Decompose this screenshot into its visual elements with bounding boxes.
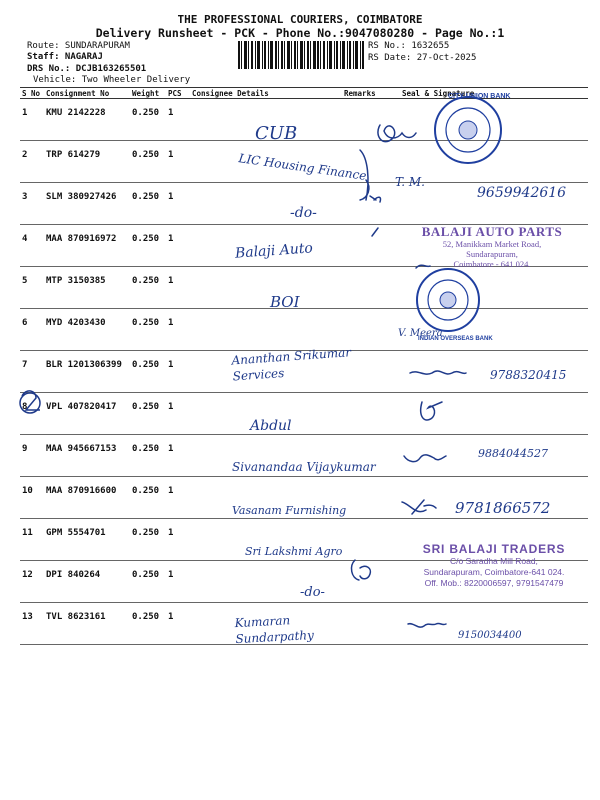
consignee-hw-7: Ananthan Srikumar Services [231, 345, 352, 384]
consignee-hw-3: -do- [290, 205, 317, 221]
balaji-auto-name: BALAJI AUTO PARTS [421, 224, 563, 239]
runsheet-subtitle: Delivery Runsheet - PCK - Phone No.:9047080280 - Page No.:1 [95, 26, 505, 40]
col-consignment: Consignment No [44, 88, 130, 99]
consignee-hw-13: Kumaran Sundarpathy [234, 613, 315, 647]
col-sno: S No [20, 88, 44, 99]
cell-consignment-text: GPM 5554701 [46, 528, 106, 538]
cell-sno-text: 5 [22, 276, 28, 286]
cell-consignment-text: DPI 840264 [46, 570, 101, 580]
cell-weight-text: 0.250 [132, 486, 160, 496]
balaji-traders-line1: C/o Saradha Mill Road, [450, 556, 538, 566]
rs-date: RS Date: 27-Oct-2025 [368, 53, 477, 63]
sign-name-3: T. M. [395, 175, 425, 189]
cell-sno-text: 6 [22, 318, 28, 328]
cell-sno-text: 1 [22, 108, 28, 118]
cell-weight-text: 0.250 [132, 444, 160, 454]
cell-weight-text: 0.250 [132, 192, 160, 202]
phone-10: 9781866572 [455, 499, 551, 517]
cub-stamp [435, 97, 501, 163]
cell-sno-text: 12 [22, 570, 33, 580]
staff-label: Staff: NAGARAJ [27, 52, 103, 62]
phone-9: 9884044527 [478, 447, 548, 460]
cell-sno-text: 13 [22, 612, 33, 622]
cell-sno-text: 3 [22, 192, 28, 202]
consignee-hw-2: LIC Housing Finance [237, 151, 368, 183]
cub-stamp-text: CITY UNION BANK [448, 93, 511, 100]
cell-weight-text: 0.250 [132, 318, 160, 328]
consignee-hw-12: -do- [300, 585, 325, 600]
cell-sno-text: 2 [22, 150, 28, 160]
balaji-auto-line1: 52, Manikkam Market Road, [442, 239, 542, 249]
cell-pcs-text: 1 [168, 486, 174, 496]
cell-consignment-text: KMU 2142228 [46, 108, 106, 118]
cell-consignment-text: TVL 8623161 [46, 612, 106, 622]
iob-stamp [417, 269, 479, 331]
consignee-hw-10: Vasanam Furnishing [232, 504, 347, 517]
phone-13: 9150034400 [458, 630, 522, 641]
cell-consignment-text: MAA 870916972 [46, 234, 117, 244]
col-consignee: Consignee Details [190, 88, 342, 99]
cell-weight-text: 0.250 [132, 570, 160, 580]
cell-sno-text: 4 [22, 234, 28, 244]
balaji-traders-line2: Sundarapuram, Coimbatore-641 024. [423, 567, 565, 577]
cell-pcs-text: 1 [168, 192, 174, 202]
cell-consignment-text: BLR 1201306399 [46, 360, 122, 370]
phone-3: 9659942616 [477, 185, 567, 201]
iob-stamp-text: INDIAN OVERSEAS BANK [418, 336, 493, 342]
cell-consignment-text: VPL 407820417 [46, 402, 117, 412]
cell-weight-text: 0.250 [132, 108, 160, 118]
cell-consignment-text: SLM 380927426 [46, 192, 117, 202]
cell-sno-text: 7 [22, 360, 28, 370]
col-remarks: Remarks [342, 88, 400, 99]
cell-weight-text: 0.250 [132, 234, 160, 244]
cell-weight-text: 0.250 [132, 360, 160, 370]
consignee-hw-11: Sri Lakshmi Agro [245, 545, 343, 558]
balaji-traders-line3: Off. Mob.: 8220006597, 9791547479 [424, 578, 564, 588]
consignee-hw-4: Balaji Auto [234, 240, 314, 262]
vehicle-label: Vehicle: Two Wheeler Delivery [33, 75, 191, 85]
cell-pcs-text: 1 [168, 234, 174, 244]
cell-weight-text: 0.250 [132, 150, 160, 160]
cell-weight-text: 0.250 [132, 612, 160, 622]
cell-pcs-text: 1 [168, 612, 174, 622]
company-title: THE PROFESSIONAL COURIERS, COIMBATORE [177, 13, 423, 26]
cell-sno-text: 10 [22, 486, 33, 496]
balaji-traders-stamp [400, 542, 588, 589]
cell-weight-text: 0.250 [132, 276, 160, 286]
rs-number: RS No.: 1632655 [368, 41, 450, 51]
drs-label: DRS No.: DCJB163265501 [27, 64, 147, 74]
cell-consignment-text: MYD 4203430 [46, 318, 106, 328]
col-weight: Weight [130, 88, 166, 99]
col-pcs: PCS [166, 88, 190, 99]
cell-consignment-text: MAA 945667153 [46, 444, 117, 454]
consignee-hw-1: CUB [255, 123, 298, 144]
cell-pcs-text: 1 [168, 528, 174, 538]
consignee-hw-9: Sivanandaa Vijaykumar [232, 460, 376, 474]
balaji-traders-name: SRI BALAJI TRADERS [422, 542, 566, 556]
cell-sno-text: 8 [22, 402, 28, 412]
route-label: Route: SUNDARAPURAM [27, 41, 130, 51]
cell-consignment-text: MAA 870916600 [46, 486, 117, 496]
cell-sno-text: 9 [22, 444, 28, 454]
cell-weight-text: 0.250 [132, 528, 160, 538]
cell-pcs-text: 1 [168, 360, 174, 370]
cell-consignment-text: TRP 614279 [46, 150, 101, 160]
cell-pcs-text: 1 [168, 276, 174, 286]
cell-pcs-text: 1 [168, 108, 174, 118]
consignee-hw-8: Abdul [250, 418, 292, 434]
cell-consignment-text: MTP 3150385 [46, 276, 106, 286]
balaji-auto-line2: Sundarapuram, [466, 249, 518, 259]
cell-weight-text: 0.250 [132, 402, 160, 412]
balaji-auto-stamp [402, 225, 582, 269]
sign-6: V. Meera [398, 328, 443, 339]
consignee-hw-5: BOI [270, 293, 300, 311]
cell-sno-text: 11 [22, 528, 33, 538]
phone-7: 9788320415 [490, 368, 567, 382]
cell-pcs-text: 1 [168, 444, 174, 454]
balaji-auto-line3: Coimbatore - 641 024. [453, 259, 531, 269]
cell-pcs-text: 1 [168, 318, 174, 328]
cell-pcs-text: 1 [168, 150, 174, 160]
cell-pcs-text: 1 [168, 402, 174, 412]
cell-pcs-text: 1 [168, 570, 174, 580]
col-signature: Seal & Signature [400, 88, 588, 99]
